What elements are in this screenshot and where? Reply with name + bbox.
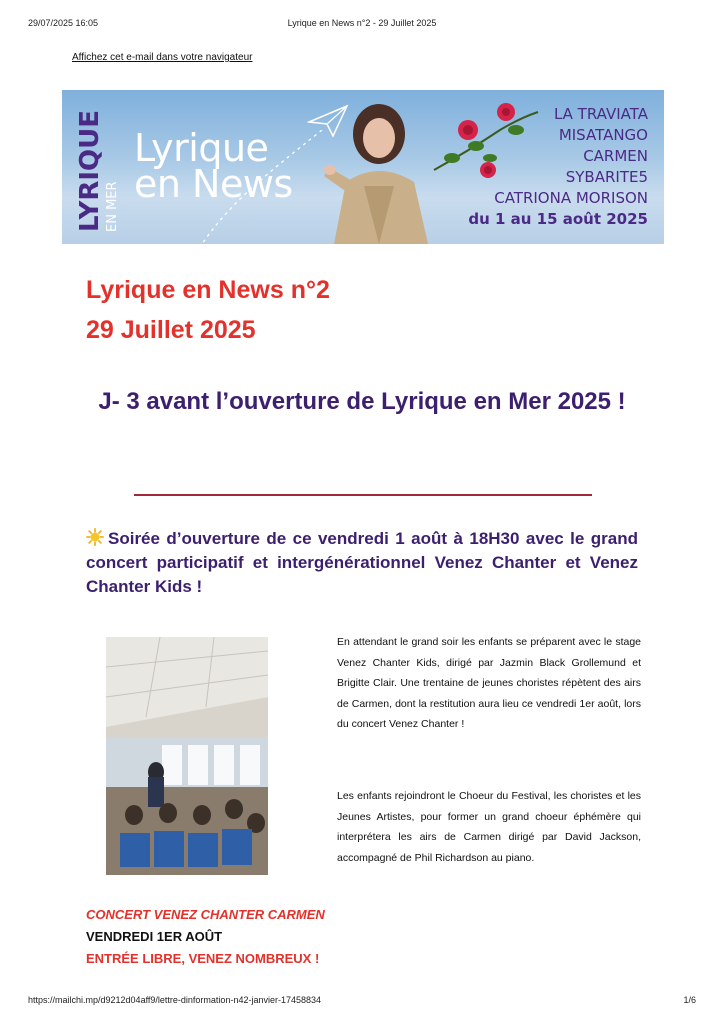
lineup-item: CATRIONA MORISON xyxy=(494,189,648,207)
lineup-item: CARMEN xyxy=(583,147,648,165)
sun-icon xyxy=(86,528,104,546)
print-footer-page: 1/6 xyxy=(683,995,696,1005)
print-footer-url: https://mailchi.mp/d9212d04aff9/lettre-dinformation-n42-janvier-17458834 xyxy=(28,995,322,1005)
lineup-item: MISATANGO xyxy=(558,126,648,144)
view-in-browser-link[interactable]: Affichez cet e-mail dans votre navigateur xyxy=(72,52,253,63)
concert-entry: ENTRÉE LIBRE, VENEZ NOMBREUX ! xyxy=(86,951,320,966)
newsletter-issue: Lyrique en News n°2 xyxy=(86,276,330,304)
section-divider xyxy=(134,494,592,496)
festival-dates: du 1 au 15 août 2025 xyxy=(468,210,648,228)
banner-lineup xyxy=(468,104,648,230)
newsletter-title xyxy=(86,270,330,350)
banner-title-line1: Lyrique xyxy=(134,126,269,170)
lyrique-en-mer-logo xyxy=(68,100,124,236)
opening-night-title-text: Soirée d’ouverture de ce vendredi 1 août à 18H30 avec le grand concert participatif et intergénérationnel Venez Chanter et Venez Chanter Kids ! xyxy=(86,529,638,596)
print-header-datetime: 29/07/2025 16:05 xyxy=(28,18,99,28)
paragraph-choir: Les enfants rejoindront le Choeur du Festival, les choristes et les Jeunes Artistes, pour former un grand choeur éphémère qui interprétera les airs de Carmen dirigé par David Jackson, accompagné de Phil Richardson au piano. xyxy=(337,790,641,864)
newsletter-banner[interactable] xyxy=(62,90,664,244)
concert-name: CONCERT VENEZ CHANTER CARMEN xyxy=(86,907,325,922)
paragraph-kids-workshop: En attendant le grand soir les enfants se préparent avec le stage Venez Chanter Kids, dirigé par Jazmin Black Grollemund et Brigitte Clair. Une trentaine de jeunes choristes répètent des airs de Carmen, dont la restitution aura lieu ce vendredi 1er août, lors du concert Venez Chanter ! xyxy=(337,636,641,730)
newsletter-date: 29 Juillet 2025 xyxy=(86,316,256,344)
banner-title-line2: en News xyxy=(134,162,293,206)
svg-text:LYRIQUE: LYRIQUE xyxy=(75,109,105,232)
print-header-title: Lyrique en News n°2 - 29 Juillet 2025 xyxy=(287,18,437,28)
countdown-headline: J- 3 avant l’ouverture de Lyrique en Mer 2025 ! xyxy=(98,388,626,415)
lineup-item: SYBARITE5 xyxy=(565,168,648,186)
lineup-item: LA TRAVIATA xyxy=(553,105,648,123)
opening-night-title xyxy=(86,527,638,599)
rehearsal-photo xyxy=(106,637,268,875)
singer-photo xyxy=(324,90,434,244)
concert-date: VENDREDI 1ER AOÛT xyxy=(86,929,223,944)
svg-text:EN MER: EN MER xyxy=(105,181,120,232)
